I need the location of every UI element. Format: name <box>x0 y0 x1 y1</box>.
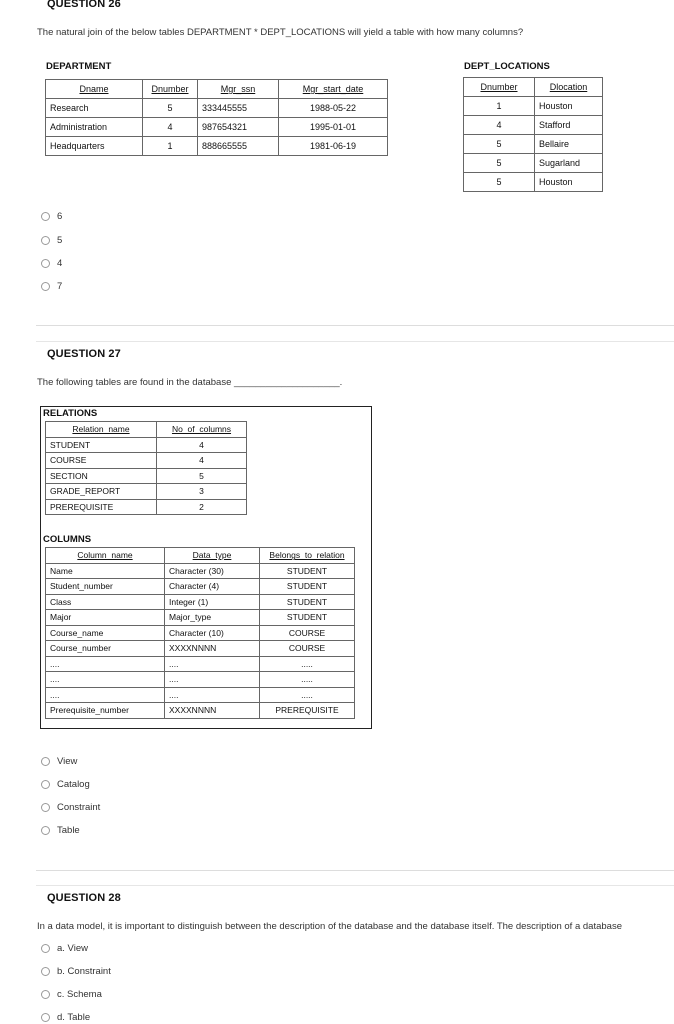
table-cell: SECTION <box>46 468 157 484</box>
table-cell: XXXXNNNN <box>165 641 260 657</box>
table-row <box>464 97 603 116</box>
table-cell: Character (4) <box>165 579 260 595</box>
radio-button[interactable] <box>41 757 50 766</box>
table-cell: COURSE <box>46 453 157 469</box>
table-cell: .... <box>165 656 260 672</box>
column-header: Dlocation <box>535 78 603 97</box>
radio-button[interactable] <box>41 990 50 999</box>
radio-button[interactable] <box>41 967 50 976</box>
column-header: Column_name <box>46 548 165 564</box>
columns-table-label: COLUMNS <box>43 534 92 545</box>
table-cell: Research <box>46 99 143 118</box>
table-cell: Student_number <box>46 579 165 595</box>
table-cell: 4 <box>464 116 535 135</box>
table-row <box>46 453 247 469</box>
table-cell: 2 <box>157 499 247 515</box>
divider <box>36 870 674 871</box>
table-cell: 5 <box>157 468 247 484</box>
table-cell: Major_type <box>165 610 260 626</box>
radio-button[interactable] <box>41 944 50 953</box>
table-row <box>46 641 355 657</box>
table-cell: .... <box>46 656 165 672</box>
q26-option-6[interactable] <box>41 211 62 222</box>
table-cell: Houston <box>535 173 603 192</box>
table-row <box>46 563 355 579</box>
table-cell: Headquarters <box>46 137 143 156</box>
option-label: a. View <box>57 943 88 954</box>
table-row <box>46 625 355 641</box>
table-header-row <box>46 80 388 99</box>
table-row <box>46 118 388 137</box>
column-header: No_of_columns <box>157 422 247 438</box>
table-cell: .... <box>46 672 165 688</box>
department-table-label: DEPARTMENT <box>46 61 112 72</box>
table-cell: STUDENT <box>260 594 355 610</box>
radio-button[interactable] <box>41 1013 50 1022</box>
table-cell: STUDENT <box>260 610 355 626</box>
table-cell: Prerequisite_number <box>46 703 165 719</box>
column-header: Dnumber <box>464 78 535 97</box>
relations-table-label: RELATIONS <box>43 408 98 419</box>
table-row <box>46 672 355 688</box>
option-label: 4 <box>57 258 63 269</box>
table-cell: 1995-01-01 <box>279 118 388 137</box>
radio-button[interactable] <box>41 803 50 812</box>
table-row <box>46 437 247 453</box>
table-cell: 1988-05-22 <box>279 99 388 118</box>
department-table <box>45 79 388 156</box>
q27-option-constraint[interactable] <box>41 802 100 813</box>
table-cell: STUDENT <box>46 437 157 453</box>
table-cell: 1 <box>143 137 198 156</box>
option-label: d. Table <box>57 1012 91 1023</box>
table-cell: .... <box>46 687 165 703</box>
table-cell: 888665555 <box>198 137 279 156</box>
table-cell: Integer (1) <box>165 594 260 610</box>
table-cell: Character (30) <box>165 563 260 579</box>
divider <box>36 341 674 342</box>
table-cell: 333445555 <box>198 99 279 118</box>
table-row <box>464 173 603 192</box>
divider <box>36 325 674 326</box>
dept-locations-table-label: DEPT_LOCATIONS <box>464 61 550 72</box>
table-cell: PREREQUISITE <box>46 499 157 515</box>
table-cell: Bellaire <box>535 135 603 154</box>
table-cell: Character (10) <box>165 625 260 641</box>
option-label: View <box>57 756 78 767</box>
radio-button[interactable] <box>41 826 50 835</box>
table-row <box>46 484 247 500</box>
table-cell: GRADE_REPORT <box>46 484 157 500</box>
table-cell: 5 <box>143 99 198 118</box>
radio-button[interactable] <box>41 236 50 245</box>
table-cell: COURSE <box>260 625 355 641</box>
table-cell: 5 <box>464 135 535 154</box>
table-cell: 1981-06-19 <box>279 137 388 156</box>
radio-button[interactable] <box>41 212 50 221</box>
radio-button[interactable] <box>41 282 50 291</box>
q28-option-schema[interactable] <box>41 989 102 1000</box>
table-row <box>46 468 247 484</box>
column-header: Relation_name <box>46 422 157 438</box>
radio-button[interactable] <box>41 259 50 268</box>
table-row <box>464 135 603 154</box>
dept-locations-table <box>463 77 603 192</box>
option-label: Table <box>57 825 80 836</box>
table-row <box>464 116 603 135</box>
table-row <box>46 656 355 672</box>
question-28-text: In a data model, it is important to distinguish between the description of the database and the database itself. The description of a database <box>37 921 622 932</box>
table-row <box>46 610 355 626</box>
table-row <box>46 137 388 156</box>
database-catalog-figure <box>40 406 372 729</box>
radio-button[interactable] <box>41 780 50 789</box>
question-27-end: . <box>339 377 343 388</box>
divider <box>36 885 674 886</box>
table-header-row <box>464 78 603 97</box>
table-row <box>46 594 355 610</box>
option-label: 6 <box>57 211 63 222</box>
option-label: b. Constraint <box>57 966 111 977</box>
table-cell: Course_name <box>46 625 165 641</box>
table-cell: ..... <box>260 672 355 688</box>
question-26-text: The natural join of the below tables DEPARTMENT * DEPT_LOCATIONS will yield a table with how many columns? <box>37 27 524 38</box>
table-cell: 987654321 <box>198 118 279 137</box>
table-cell: Administration <box>46 118 143 137</box>
table-cell: ..... <box>260 656 355 672</box>
column-header: Dname <box>46 80 143 99</box>
table-cell: COURSE <box>260 641 355 657</box>
table-cell: Houston <box>535 97 603 116</box>
column-header: Dnumber <box>143 80 198 99</box>
table-cell: Major <box>46 610 165 626</box>
table-cell: 3 <box>157 484 247 500</box>
table-row <box>464 154 603 173</box>
q28-option-constraint[interactable] <box>41 966 111 977</box>
q28-option-table[interactable] <box>41 1012 90 1023</box>
table-cell: Name <box>46 563 165 579</box>
table-cell: Stafford <box>535 116 603 135</box>
column-header: Data_type <box>165 548 260 564</box>
table-cell: STUDENT <box>260 579 355 595</box>
q27-option-catalog[interactable] <box>41 779 90 790</box>
table-header-row <box>46 548 355 564</box>
column-header: Mgr_ssn <box>198 80 279 99</box>
question-26-title: QUESTION 26 <box>47 0 121 10</box>
option-label: c. Schema <box>57 989 102 1000</box>
q26-option-4[interactable] <box>41 258 62 269</box>
question-27-title: QUESTION 27 <box>47 348 121 360</box>
option-label: Catalog <box>57 779 90 790</box>
table-cell: 4 <box>143 118 198 137</box>
table-row <box>46 579 355 595</box>
column-header: Mgr_start_date <box>279 80 388 99</box>
table-cell: PREREQUISITE <box>260 703 355 719</box>
q26-option-7[interactable] <box>41 281 62 292</box>
table-row <box>46 99 388 118</box>
table-cell: 1 <box>464 97 535 116</box>
table-cell: ..... <box>260 687 355 703</box>
table-header-row <box>46 422 247 438</box>
question-27-text <box>37 377 342 388</box>
relations-table <box>45 421 247 515</box>
question-27-prompt: The following tables are found in the database <box>37 377 234 388</box>
answer-blank: ____________________ <box>234 377 340 388</box>
table-cell: 5 <box>464 173 535 192</box>
option-label: 7 <box>57 281 63 292</box>
table-row <box>46 687 355 703</box>
table-cell: STUDENT <box>260 563 355 579</box>
table-row <box>46 703 355 719</box>
q26-option-5[interactable] <box>41 235 62 246</box>
table-row <box>46 499 247 515</box>
table-cell: Sugarland <box>535 154 603 173</box>
column-header: Belongs_to_relation <box>260 548 355 564</box>
columns-table <box>45 547 355 719</box>
table-cell: XXXXNNNN <box>165 703 260 719</box>
question-28-title: QUESTION 28 <box>47 892 121 904</box>
q27-option-table[interactable] <box>41 825 80 836</box>
table-cell: Class <box>46 594 165 610</box>
option-label: Constraint <box>57 802 101 813</box>
option-label: 5 <box>57 235 63 246</box>
table-cell: Course_number <box>46 641 165 657</box>
table-cell: 4 <box>157 437 247 453</box>
table-cell: .... <box>165 672 260 688</box>
table-cell: 5 <box>464 154 535 173</box>
q28-option-view[interactable] <box>41 943 88 954</box>
table-cell: 4 <box>157 453 247 469</box>
table-cell: .... <box>165 687 260 703</box>
q27-option-view[interactable] <box>41 756 77 767</box>
